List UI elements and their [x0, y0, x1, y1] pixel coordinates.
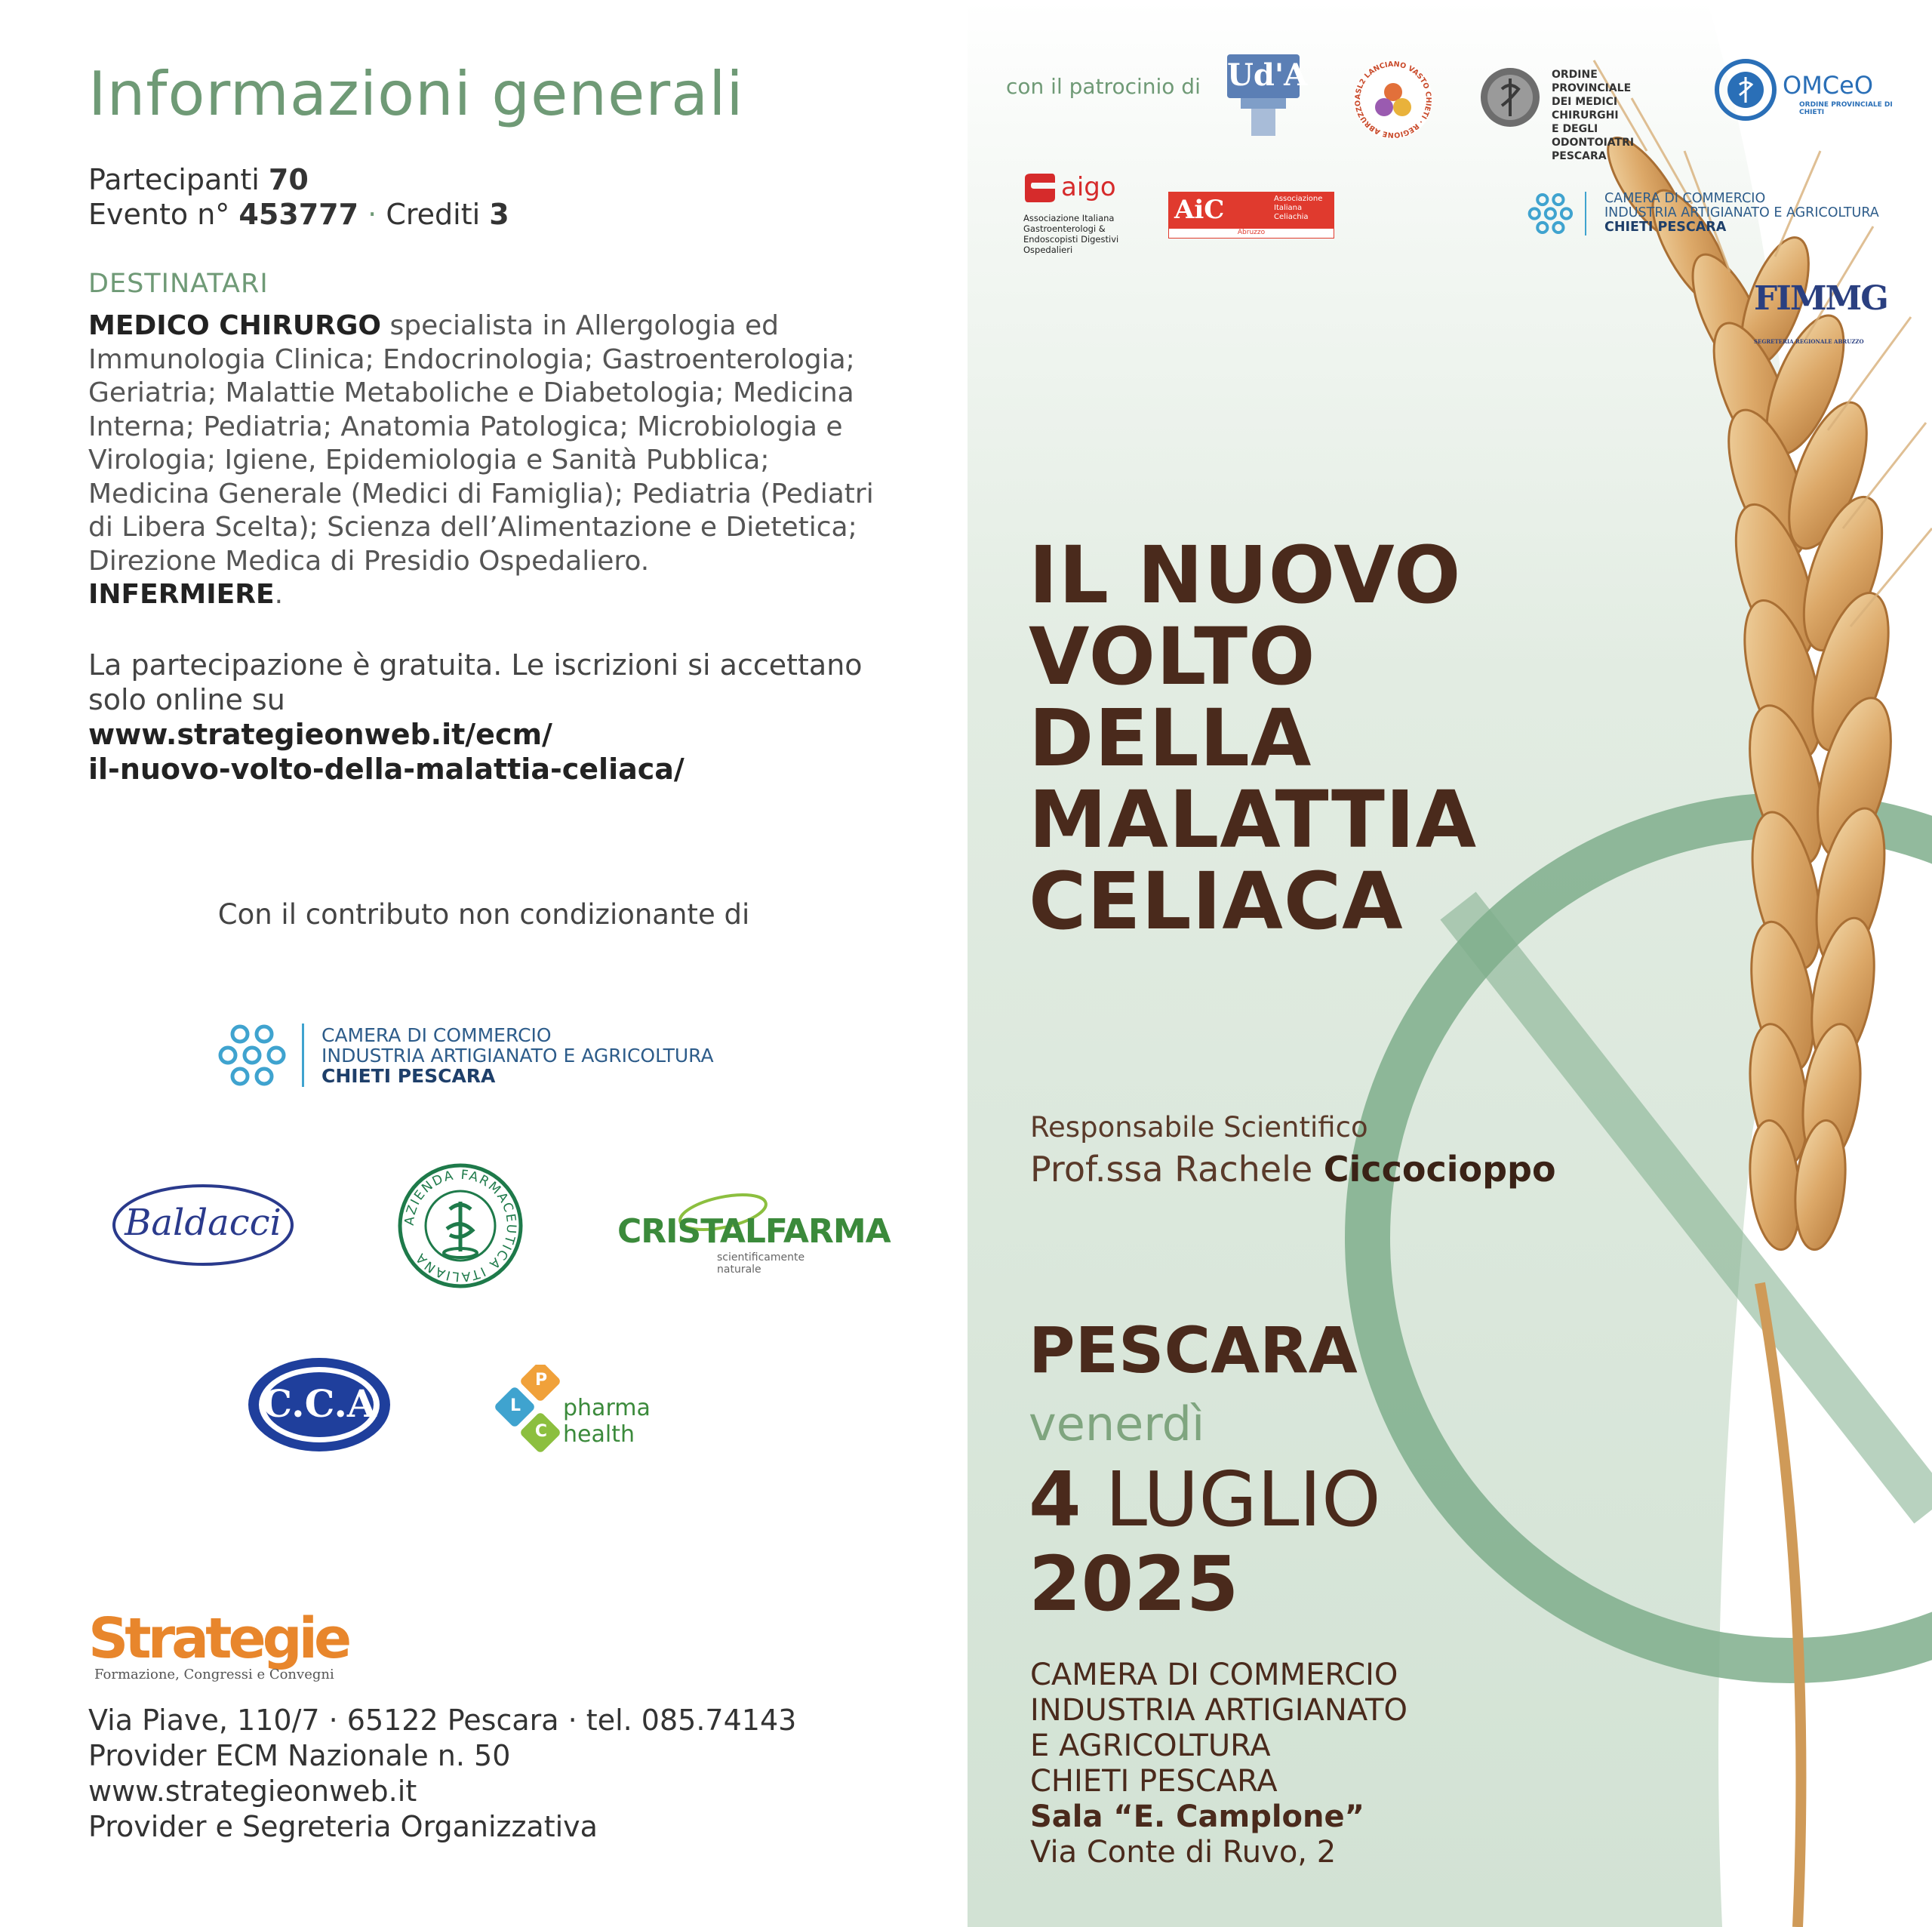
- participation-info: [88, 648, 903, 786]
- aigo-logo: [1022, 172, 1135, 263]
- fimmg-subtext: SEGRETERIA REGIONALE ABRUZZO: [1754, 338, 1864, 345]
- camera-patron-line3: CHIETI PESCARA: [1604, 220, 1727, 235]
- camera-sponsor-line1: CAMERA DI COMMERCIO: [321, 1024, 552, 1046]
- fimmg-text: FIMMG: [1754, 279, 1887, 318]
- omceo-chieti-logo: [1715, 59, 1903, 127]
- venue-room: Sala “E. Camplone”: [1030, 1799, 1364, 1834]
- fimmg-logo: [1754, 279, 1887, 347]
- event-year: 2025: [1029, 1540, 1239, 1628]
- ordine-medallion-icon: [1479, 66, 1541, 128]
- aic-abruzzo-logo: [1168, 192, 1334, 239]
- omceo-text: OMCeO: [1783, 71, 1874, 100]
- cca-logo: [246, 1356, 392, 1454]
- credits-value: 3: [489, 198, 509, 231]
- ordine-medici-pescara-logo: [1479, 65, 1675, 162]
- lpc-letter-c: C: [534, 1422, 548, 1441]
- ordine-line-2: DEI MEDICI CHIRURGHI: [1552, 96, 1619, 122]
- registration-link-2[interactable]: il-nuovo-volto-della-malattia-celiaca/: [88, 753, 685, 786]
- title-line-5: CELIACA: [1029, 855, 1404, 947]
- ordine-line-3: E DEGLI ODONTOIATRI: [1552, 123, 1635, 149]
- venue-line-2: INDUSTRIA ARTIGIANATO: [1030, 1693, 1408, 1728]
- address-line-2: Provider ECM Nazionale n. 50: [88, 1739, 511, 1772]
- asl2-ring-text: ASL2 LANCIANO VASTO CHIETI · REGIONE ABRUZZO: [1353, 60, 1433, 140]
- uda-logo: [1227, 54, 1308, 137]
- event-city: PESCARA: [1029, 1313, 1358, 1387]
- omceo-subtext: ORDINE PROVINCIALE DI CHIETI: [1799, 101, 1893, 116]
- camera-commercio-emblem-icon: [217, 1020, 293, 1090]
- aic-sub-3: Celiachia: [1274, 213, 1309, 221]
- aic-sub-2: Italiana: [1274, 204, 1303, 212]
- event-title: [1029, 529, 1478, 947]
- aigo-sub-1: Associazione Italiana: [1023, 213, 1115, 223]
- afi-ring-text: AZIENDA FARMACEUTICA ITALIANA: [401, 1167, 519, 1285]
- event-label: Evento n°: [88, 198, 230, 231]
- aic-sub-1: Associazione: [1274, 195, 1323, 203]
- scientific-responsible-label: Responsabile Scientifico: [1030, 1111, 1368, 1144]
- general-info-title: Informazioni generali: [88, 59, 744, 129]
- event-day: 4: [1029, 1455, 1081, 1544]
- ordine-line-4: PESCARA: [1552, 150, 1607, 162]
- title-line-2: VOLTO: [1029, 611, 1316, 703]
- recipients-text: [88, 309, 888, 612]
- address-line-1: Via Piave, 110/7 · 65122 Pescara · tel. 085.74143: [88, 1704, 797, 1737]
- venue-line-4: CHIETI PESCARA: [1030, 1764, 1278, 1799]
- organizer-address: [88, 1703, 796, 1845]
- cristalfarma-tagline: scientificamente naturale: [717, 1251, 805, 1276]
- separator-dot: ·: [368, 198, 377, 231]
- venue-line-1: CAMERA DI COMMERCIO: [1030, 1658, 1398, 1692]
- uda-text: Ud'A: [1227, 57, 1308, 93]
- credits-label: Crediti: [386, 198, 481, 231]
- aic-region: Abruzzo: [1168, 228, 1334, 239]
- asl2-logo: [1352, 59, 1434, 140]
- contribution-label: Con il contributo non condizionante di: [217, 898, 750, 931]
- aigo-sub-3: Endoscopisti Digestivi: [1023, 234, 1119, 245]
- address-line-3[interactable]: www.strategieonweb.it: [88, 1775, 417, 1808]
- camera-sponsor-line2: INDUSTRIA ARTIGIANATO E AGRICOLTURA: [321, 1045, 714, 1067]
- title-line-3: DELLA: [1029, 692, 1312, 784]
- title-line-1: IL NUOVO: [1029, 529, 1462, 621]
- strategie-logo: [88, 1606, 348, 1682]
- event-value: 453777: [238, 198, 359, 231]
- recipients-role-nurse: INFERMIERE: [88, 579, 275, 610]
- lpc-letter-p: P: [534, 1371, 548, 1390]
- camera-commercio-sponsor-logo: [217, 1020, 714, 1093]
- lpc-letter-l: L: [509, 1396, 521, 1415]
- event-month: LUGLIO: [1105, 1455, 1381, 1544]
- patronage-label: con il patrocinio di: [1006, 74, 1201, 99]
- pharma-health-text: pharma health: [563, 1395, 651, 1448]
- strategie-wordmark-text: Strategie: [88, 1606, 349, 1671]
- baldacci-logo: [110, 1181, 296, 1270]
- cristalfarma-text: CRISTALFARMA: [617, 1212, 891, 1251]
- responsible-surname: Ciccocioppo: [1323, 1149, 1556, 1190]
- recipients-role-doctor: MEDICO CHIRURGO: [88, 310, 382, 341]
- baldacci-logo-text: Baldacci: [125, 1202, 281, 1244]
- aigo-text: aigo: [1061, 172, 1116, 202]
- event-venue: [1030, 1658, 1407, 1870]
- recipients-specialties: specialista in Allergologia ed Immunologia Clinica; Endocrinologia; Gastroenterologia; Geriatria; Malattie Metaboliche e Diabetologia; Medicina Interna; Pediatria; Anatomia Patologica; Microbiologia e Virologia; Igiene, Epidemiologia e Sanità Pubblica; Medicina Generale (Medici di Famiglia); Pediatria (Pediatri di Libera Scelta); Scienza dell’Alimentazione e Dietetica; Direzione Medica di Presidio Ospedaliero.: [88, 310, 874, 577]
- aigo-emblem-icon: [1022, 172, 1057, 204]
- address-line-4: Provider e Segreteria Organizzativa: [88, 1810, 598, 1843]
- recipients-role-nurse-suffix: .: [274, 579, 284, 610]
- registration-link-1[interactable]: www.strategieonweb.it/ecm/: [88, 718, 552, 751]
- participation-text: La partecipazione è gratuita. Le iscrizioni si accettano solo online su: [88, 648, 863, 716]
- participants-line: [88, 163, 309, 196]
- event-date: [1029, 1455, 1381, 1544]
- ordine-line-1: ORDINE PROVINCIALE: [1552, 69, 1632, 94]
- recipients-heading: DESTINATARI: [88, 269, 269, 299]
- event-weekday: venerdì: [1029, 1396, 1205, 1451]
- strategie-tagline: Formazione, Congressi e Convegni: [94, 1667, 334, 1682]
- event-line: [88, 198, 509, 231]
- cristalfarma-logo: [617, 1182, 891, 1276]
- camera-commercio-patron-logo: [1527, 190, 1905, 243]
- strategie-wordmark: [88, 1606, 348, 1671]
- cca-text: C.C.A: [262, 1381, 377, 1426]
- camera-commercio-patron-emblem-icon: [1527, 190, 1577, 237]
- venue-line-3: E AGRICOLTURA: [1030, 1728, 1271, 1763]
- lpc-pharma-health-logo: [495, 1365, 706, 1463]
- participants-label: Partecipanti: [88, 163, 260, 196]
- afi-logo: [397, 1162, 524, 1289]
- aigo-sub-2: Gastroenterologi &: [1023, 223, 1106, 234]
- participants-value: 70: [268, 163, 309, 196]
- camera-patron-line1: CAMERA DI COMMERCIO: [1604, 191, 1766, 206]
- scientific-responsible-name: [1030, 1149, 1556, 1190]
- camera-patron-line2: INDUSTRIA ARTIGIANATO E AGRICOLTURA: [1604, 205, 1879, 220]
- responsible-prefix: Prof.ssa Rachele: [1030, 1149, 1313, 1190]
- camera-sponsor-line3: CHIETI PESCARA: [321, 1065, 496, 1087]
- venue-address: Via Conte di Ruvo, 2: [1030, 1835, 1337, 1870]
- aigo-sub-4: Ospedalieri: [1023, 245, 1073, 255]
- aic-text: AiC: [1174, 195, 1225, 225]
- omceo-emblem-icon: [1715, 59, 1777, 121]
- title-line-4: MALATTIA: [1029, 774, 1478, 866]
